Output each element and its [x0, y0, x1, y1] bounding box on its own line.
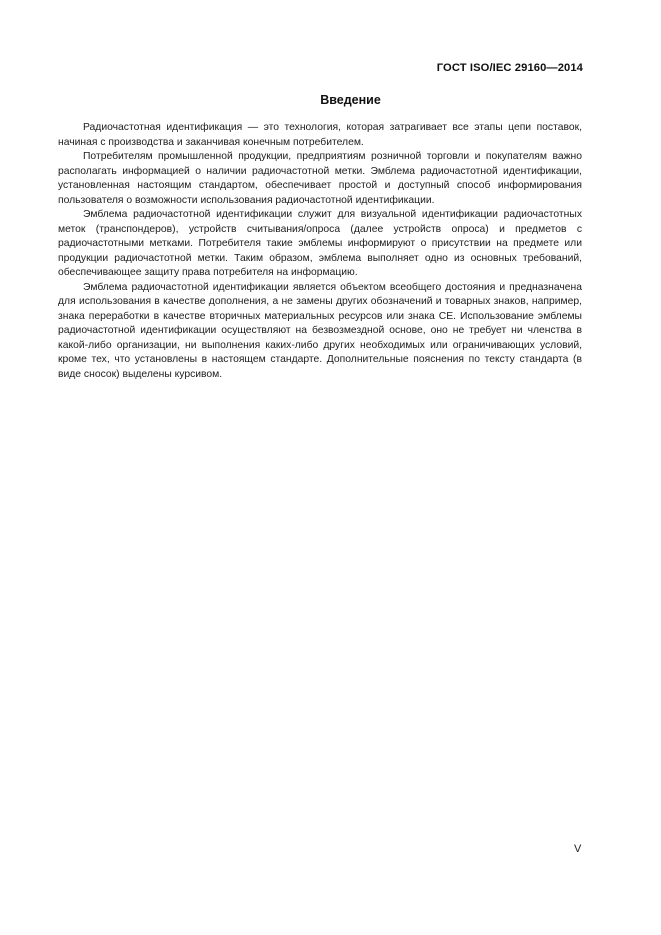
section-title: Введение — [320, 93, 381, 107]
paragraph-2: Потребителям промышленной продукции, предприятиям розничной торговли и покупателям важно располагать информацией о наличии радиочастотной метки. Эмблема радиочастотной идентификации, установленная настоящим стандартом, обеспечивает простой и доступный способ информирования пользователя о возможности использования радиочастотной идентификации. — [58, 151, 582, 206]
paragraph-4: Эмблема радиочастотной идентификации является объектом всеобщего достояния и предназначена для использования в качестве дополнения, а не замены других обозначений и товарных знаков, например, знака переработки в качестве вторичных материальных ресурсов или знака CE. Использование эмблемы радиочастотной идентификации осуществляют на безвозмездной основе, оно не требует ни членства в какой-либо организации, ни выполнения каких-либо других необходимых или ограничивающих условий, кроме тех, что установлены в настоящем стандарте. Дополнительные пояснения по тексту стандарта (в виде сносок) выделены курсивом. — [58, 281, 582, 380]
standard-code-header: ГОСТ ISO/IEC 29160—2014 — [436, 62, 583, 74]
paragraph-3: Эмблема радиочастотной идентификации служит для визуальной идентификации радиочастотных меток (транспондеров), устройств считывания/опроса (далее устройств опроса) и предметов с радиочастотными метками. Потребителя такие эмблемы информируют о присутствии на предмете или продукции радиочастотной метки. Таким образом, эмблема выполняет одно из основных требований, обеспечивающее защиту права потребителя на информацию. — [58, 209, 582, 278]
introduction-body — [58, 121, 582, 382]
paragraph-1: Радиочастотная идентификация — это технология, которая затрагивает все этапы цепи поставок, начиная с производства и заканчивая конечным потребителем. — [58, 122, 582, 148]
page-number: V — [574, 843, 582, 855]
